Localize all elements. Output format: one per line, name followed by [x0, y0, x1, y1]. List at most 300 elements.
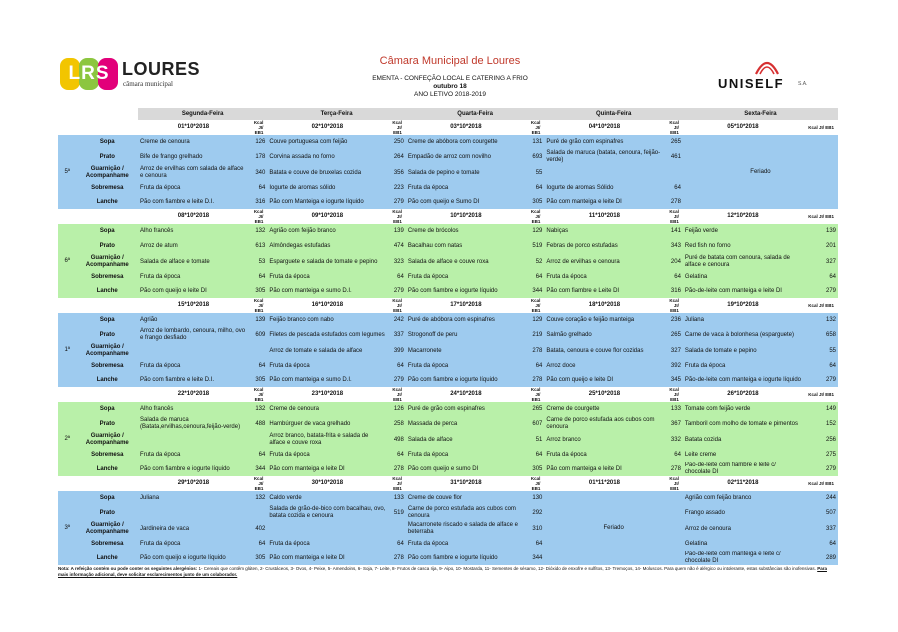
- holiday-cell: Feriado: [544, 491, 683, 565]
- meal-item: Arroz de tomate e salada de alface: [267, 343, 387, 359]
- meal-item: Arroz de ervilhas com salada de alface e cenoura: [138, 165, 249, 181]
- meal-row: [58, 359, 838, 373]
- meal-item: Frango assado: [683, 505, 803, 521]
- meal-row: [58, 491, 838, 505]
- meal-item: Fruta da época: [138, 448, 249, 462]
- meal-item: Pão com fiambre e Leite DI: [544, 284, 664, 298]
- meal-item: Pão-de-leite com manteiga e iogurte líquido: [683, 373, 803, 387]
- meal-kcal: 507: [803, 505, 838, 521]
- meal-kcal: 64: [249, 448, 267, 462]
- meal-kcal: 64: [664, 270, 682, 284]
- kcal-header: Kcal JI/ EB1: [253, 387, 264, 402]
- day-date: 24*10*2018: [450, 391, 482, 397]
- meal-kcal: 519: [526, 238, 544, 254]
- meal-kcal: 488: [249, 416, 267, 432]
- meal-label: Guarnição / Acompanhame: [76, 432, 138, 448]
- meal-item: Juliana: [683, 313, 803, 327]
- kcal-header: Kcal JI/ EB1: [392, 387, 402, 402]
- meal-item: Fruta da época: [267, 448, 387, 462]
- meal-kcal: 129: [526, 224, 544, 238]
- week-number: 2ª: [58, 402, 76, 476]
- day-date: 10*10*2018: [450, 213, 482, 219]
- meal-kcal: 64: [249, 537, 267, 551]
- meal-item: Pão com manteiga e sumo D.I.: [267, 284, 387, 298]
- meal-item: Pão com manteiga e leite DI: [544, 462, 664, 476]
- day-date: 16*10*2018: [311, 302, 344, 308]
- meal-item: Salada de alface: [406, 432, 526, 448]
- meal-kcal: 133: [664, 402, 682, 416]
- day-header: Segunda-Feira: [138, 108, 267, 120]
- meal-item: Fruta da época: [406, 448, 526, 462]
- meal-item: Arroz doce: [544, 359, 664, 373]
- meal-item: Batata, cenoura e couve flor cozidas: [544, 343, 664, 359]
- meal-item: Creme de cenoura: [267, 402, 387, 416]
- meal-item: Pão-de-leite com manteiga e leite DI: [683, 284, 803, 298]
- meal-row: [58, 462, 838, 476]
- org-title: Câmara Municipal de Loures: [379, 55, 521, 67]
- meal-item: Couve portuguesa com feijão: [267, 135, 387, 149]
- meal-kcal: 498: [387, 432, 405, 448]
- uniself-sa: S.A.: [798, 81, 808, 87]
- meal-item: [138, 343, 249, 359]
- week-date-row: [58, 476, 838, 491]
- meal-kcal: 51: [526, 432, 544, 448]
- meal-item: Arroz de lombardo, cenoura, milho, ovo e frango desfiado: [138, 327, 249, 343]
- day-header: Quinta-Feira: [544, 108, 683, 120]
- date-spacer: [58, 476, 138, 491]
- meal-item: Creme de cenoura: [138, 135, 249, 149]
- meal-kcal: [387, 521, 405, 537]
- meal-item: Creme de courgette: [544, 402, 664, 416]
- meal-kcal: 278: [387, 551, 405, 565]
- meal-kcal: 139: [387, 224, 405, 238]
- meal-item: Fruta da época: [406, 537, 526, 551]
- meal-item: Salada de grão-de-bico com bacalhau, ovo, batata cozida e cenoura: [269, 506, 386, 519]
- meal-item: Salmão grelhado: [544, 327, 664, 343]
- meal-item: Arroz branco: [544, 432, 664, 448]
- kcal-header: Kcal JI/ EB1: [808, 481, 834, 486]
- meal-item: Jardineira de vaca: [138, 521, 249, 537]
- meal-kcal: 289: [803, 551, 838, 565]
- meal-kcal: 278: [664, 462, 682, 476]
- meal-item: Puré de batata com cenoura, salada de alface e cenoura: [683, 254, 803, 270]
- meal-row: [58, 521, 838, 537]
- day-header: Sexta-Feira: [683, 108, 838, 120]
- meal-item: Puré de grão com espinafres: [544, 135, 664, 149]
- kcal-header: Kcal JI/ EB1: [392, 120, 402, 135]
- day-date: 04*10*2018: [588, 124, 621, 130]
- kcal-header: Kcal JI/ EB1: [808, 125, 834, 130]
- meal-item: Arroz de atum: [138, 238, 249, 254]
- kcal-header: Kcal JI/ EB1: [392, 476, 402, 491]
- week-number: 1ª: [58, 313, 76, 387]
- meal-item: Fruta da época: [138, 537, 249, 551]
- kcal-header: Kcal JI/ EB1: [808, 214, 834, 219]
- day-date: 02*11*2018: [727, 480, 759, 486]
- meal-kcal: 219: [526, 327, 544, 343]
- day-date: 22*10*2018: [177, 391, 210, 397]
- meal-item: Esparguete e salada de tomate e pepino: [267, 254, 387, 270]
- meal-label: Lanche: [76, 462, 138, 476]
- meal-kcal: 64: [803, 537, 838, 551]
- menu-month: outubro 18: [433, 83, 467, 90]
- meal-kcal: 327: [664, 343, 682, 359]
- meal-kcal: [249, 432, 267, 448]
- meal-item: Pão com manteiga e sumo D.I.: [267, 373, 387, 387]
- meal-kcal: 139: [803, 224, 838, 238]
- day-date: 15*10*2018: [177, 302, 210, 308]
- meal-item: Batata cozida: [683, 432, 803, 448]
- meal-kcal: 392: [664, 359, 682, 373]
- meal-item: [544, 165, 664, 181]
- week-date-row: [58, 120, 838, 135]
- meal-label: Sobremesa: [76, 181, 138, 195]
- meal-kcal: 323: [387, 254, 405, 270]
- meal-kcal: 316: [664, 284, 682, 298]
- meal-kcal: 141: [664, 224, 682, 238]
- meal-kcal: 305: [526, 462, 544, 476]
- kcal-header: Kcal JI/ EB1: [669, 476, 679, 491]
- meal-kcal: 178: [249, 149, 267, 165]
- meal-row: [58, 327, 838, 343]
- meal-kcal: 131: [526, 135, 544, 149]
- meal-kcal: 278: [664, 195, 682, 209]
- holiday-cell: Feriado: [683, 135, 838, 209]
- header-spacer: [58, 108, 138, 120]
- kcal-header: Kcal JI/ EB1: [808, 303, 834, 308]
- meal-kcal: 64: [249, 270, 267, 284]
- meal-kcal: 279: [803, 284, 838, 298]
- meal-item: Pão-de-leite com fiambre e leite c/ chocolate DI: [683, 462, 803, 476]
- day-date: 25*10*2018: [588, 391, 621, 397]
- meal-kcal: 344: [526, 551, 544, 565]
- meal-kcal: 402: [249, 521, 267, 537]
- meal-item: [138, 432, 249, 448]
- meal-label: Prato: [76, 149, 138, 165]
- meal-item: Feijão verde: [683, 224, 803, 238]
- day-date: 12*10*2018: [727, 213, 759, 219]
- meal-kcal: 244: [803, 491, 838, 505]
- meal-kcal: 55: [526, 165, 544, 181]
- day-date: 18*10*2018: [588, 302, 621, 308]
- meal-item: Gelatina: [683, 270, 803, 284]
- meal-item: Pão-de-leite com manteiga e leite c/ chocolate DI: [683, 551, 803, 565]
- meal-row: [58, 135, 838, 149]
- meal-item: Corvina assada no forno: [267, 149, 387, 165]
- meal-label: Guarnição / Acompanhame: [76, 521, 138, 537]
- meal-kcal: 201: [803, 238, 838, 254]
- meal-row: [58, 313, 838, 327]
- kcal-header: Kcal JI/ EB1: [253, 120, 264, 135]
- meal-item: Arroz branco, batata-frita e salada de alface e couve roxa: [267, 432, 387, 448]
- meal-kcal: 305: [526, 195, 544, 209]
- day-date: 05*10*2018: [727, 124, 759, 130]
- loures-name: LOURES: [122, 59, 201, 79]
- meal-kcal: 149: [803, 402, 838, 416]
- meal-item: Creme de couve flor: [406, 491, 526, 505]
- note-body: 1- Cereais que contêm glúten, 2- Crustáceos, 3- Ovos, 4- Peixe, 5- Amendoins, 6- Soja, 7- Leite, 8- Frutos de casca rija, 9- Aipo, 10- Mostarda, 11- Sementes de sésamo, 12- Dióxido de enxofre e sulfitos, 13- Tremoços, 14- Moluscos. Para quem não é alérgico ou intolerante, estas substâncias são inofensivas.: [197, 566, 816, 571]
- meal-kcal: 337: [803, 521, 838, 537]
- meal-item: Salada de maruca (Batata,ervilhas,cenoura,feijão-verde): [138, 416, 249, 432]
- meal-item: Carne de porco estufada aos cubos com cenoura: [406, 505, 526, 521]
- meal-item: Creme de abóbora com courgette: [406, 135, 526, 149]
- day-date: 31*10*2018: [450, 480, 482, 486]
- meal-item: Arroz de cenoura: [683, 521, 803, 537]
- week-number: 6ª: [58, 224, 76, 298]
- meal-kcal: 64: [526, 270, 544, 284]
- meal-kcal: 129: [526, 313, 544, 327]
- meal-item: Pão com queijo e leite DI: [544, 373, 664, 387]
- meal-row: [58, 402, 838, 416]
- meal-item: Pão com queijo e Sumo DI: [406, 195, 526, 209]
- meal-item: Leite creme: [683, 448, 803, 462]
- day-date: 02*10*2018: [311, 124, 344, 130]
- meal-kcal: 340: [249, 165, 267, 181]
- meal-label: Lanche: [76, 551, 138, 565]
- meal-kcal: 519: [387, 505, 405, 521]
- loures-sub: câmara municipal: [123, 80, 173, 88]
- meal-item: Pão com manteiga e leite DI: [544, 195, 664, 209]
- meal-label: Sobremesa: [76, 270, 138, 284]
- meal-item: [138, 505, 249, 521]
- meal-kcal: 305: [249, 373, 267, 387]
- meal-item: Salada de maruca (batata, cenoura, feijão-verde): [544, 149, 664, 165]
- meal-kcal: 278: [526, 343, 544, 359]
- date-spacer: [58, 120, 138, 135]
- meal-item: Iogurte de aromas Sólido: [544, 181, 664, 195]
- meal-item: Fruta da época: [138, 359, 249, 373]
- meal-label: Sopa: [76, 313, 138, 327]
- kcal-header: Kcal JI/ EB1: [669, 120, 679, 135]
- meal-label: Prato: [76, 327, 138, 343]
- day-date: 23*10*2018: [311, 391, 344, 397]
- meal-item: Pão com manteiga e leite DI: [267, 551, 387, 565]
- meal-item: Almôndegas estufadas: [267, 238, 387, 254]
- week-date-row: [58, 209, 838, 224]
- meal-kcal: 278: [526, 373, 544, 387]
- meal-item: Fruta da época: [267, 270, 387, 284]
- meal-item: Batata e couve de bruxelas cozida: [267, 165, 387, 181]
- date-spacer: [58, 209, 138, 224]
- allergen-note: [58, 566, 838, 578]
- meal-kcal: [664, 165, 682, 181]
- date-spacer: [58, 298, 138, 313]
- meal-label: Lanche: [76, 284, 138, 298]
- meal-kcal: 461: [664, 149, 682, 165]
- meal-kcal: 64: [387, 537, 405, 551]
- meal-item: Carne de porco estufada aos cubos com cenoura: [544, 416, 664, 432]
- meal-kcal: 64: [249, 359, 267, 373]
- meal-row: [58, 416, 838, 432]
- meal-kcal: 64: [387, 270, 405, 284]
- meal-item: Nabiças: [544, 224, 664, 238]
- kcal-header: Kcal JI/ EB1: [253, 298, 264, 313]
- uniself-mark-icon: [754, 56, 780, 76]
- meal-item: Fruta da época: [544, 448, 664, 462]
- kcal-header: Kcal JI/ EB1: [392, 298, 402, 313]
- uniself-name: UNISELF: [718, 76, 785, 91]
- meal-row: [58, 432, 838, 448]
- meal-item: Fruta da época: [138, 270, 249, 284]
- meal-item: Massada de perca: [406, 416, 526, 432]
- meal-item: Bacalhau com natas: [406, 238, 526, 254]
- meal-kcal: 152: [803, 416, 838, 432]
- meal-item: Gelatina: [683, 537, 803, 551]
- date-spacer: [58, 387, 138, 402]
- uniself-logo: [718, 56, 818, 92]
- meal-kcal: 305: [249, 551, 267, 565]
- meal-item: Fruta da época: [544, 270, 664, 284]
- meal-item: [267, 521, 387, 537]
- meal-label: Guarnição / Acompanhame: [76, 254, 138, 270]
- meal-item: Fruta da época: [683, 359, 803, 373]
- meal-kcal: 367: [664, 416, 682, 432]
- meal-kcal: 64: [526, 181, 544, 195]
- meal-row: [58, 284, 838, 298]
- meal-row: [58, 224, 838, 238]
- meal-item: Arroz de ervilhas e cenoura: [544, 254, 664, 270]
- school-year: ANO LETIVO 2018-2019: [414, 91, 486, 98]
- kcal-header: Kcal JI/ EB1: [253, 209, 264, 224]
- meal-kcal: 64: [526, 537, 544, 551]
- meal-item: Pão com fiambre e leite D.I.: [138, 373, 249, 387]
- meal-item: Pão com queijo e iogurte líquido: [138, 551, 249, 565]
- meal-item: Feijão branco com nabo: [267, 313, 387, 327]
- meal-kcal: 265: [664, 135, 682, 149]
- day-date: 17*10*2018: [450, 302, 482, 308]
- meal-item: Salada de tomate e pepino: [683, 343, 803, 359]
- meal-item: Filetes de pescada estufados com legumes: [267, 327, 387, 343]
- meal-kcal: 64: [526, 359, 544, 373]
- meal-kcal: 327: [803, 254, 838, 270]
- meal-kcal: 64: [664, 181, 682, 195]
- meal-kcal: 64: [387, 359, 405, 373]
- meal-kcal: 132: [803, 313, 838, 327]
- meal-kcal: 132: [249, 402, 267, 416]
- day-date: 03*10*2018: [450, 124, 482, 130]
- note-lead: Nota: A refeição contém ou pode conter os seguintes alergénios:: [58, 566, 198, 571]
- meal-kcal: 64: [387, 448, 405, 462]
- meal-item: Alho francês: [138, 224, 249, 238]
- meal-kcal: 658: [803, 327, 838, 343]
- meal-kcal: 265: [526, 402, 544, 416]
- meal-kcal: 344: [249, 462, 267, 476]
- day-header-row: [58, 108, 838, 120]
- meal-item: Pão com queijo e leite DI: [138, 284, 249, 298]
- meal-kcal: 279: [387, 284, 405, 298]
- day-date: 01*10*2018: [177, 124, 210, 130]
- kcal-header: Kcal JI/ EB1: [669, 387, 679, 402]
- meal-kcal: 310: [526, 521, 544, 537]
- meal-kcal: 256: [803, 432, 838, 448]
- meal-label: Guarnição / Acompanhame: [76, 343, 138, 359]
- meal-item: Salada de pepino e tomate: [406, 165, 526, 181]
- menu-type: EMENTA - CONFEÇÃO LOCAL E CATERING A FRIO: [372, 75, 528, 82]
- meal-item: Agrião: [138, 313, 249, 327]
- day-date: 09*10*2018: [311, 213, 344, 219]
- meal-item: Fruta da época: [267, 537, 387, 551]
- meal-kcal: 337: [387, 327, 405, 343]
- meal-kcal: [249, 505, 267, 521]
- meal-kcal: 64: [803, 270, 838, 284]
- meal-item: Pão com fiambre e iogurte líquido: [406, 551, 526, 565]
- meal-item: Carne de vaca à bolonhesa (esparguete): [683, 327, 803, 343]
- week-number: 5ª: [58, 135, 76, 209]
- meal-item: Macarronete: [406, 343, 526, 359]
- meal-kcal: 474: [387, 238, 405, 254]
- meal-kcal: 139: [249, 313, 267, 327]
- meal-kcal: 55: [803, 343, 838, 359]
- meal-kcal: 64: [249, 181, 267, 195]
- meal-row: [58, 537, 838, 551]
- meal-item: Strogonoff de peru: [406, 327, 526, 343]
- meal-item: Hambúrguer de vaca grelhado: [267, 416, 387, 432]
- day-date: 08*10*2018: [177, 213, 210, 219]
- meal-kcal: 345: [664, 373, 682, 387]
- meal-kcal: 204: [664, 254, 682, 270]
- kcal-header: Kcal JI/ EB1: [669, 298, 679, 313]
- meal-kcal: 316: [249, 195, 267, 209]
- kcal-header: Kcal JI/ EB1: [808, 392, 834, 397]
- day-date: 11*10*2018: [588, 213, 620, 219]
- meal-item: Agrião com feijão branco: [267, 224, 387, 238]
- meal-kcal: 607: [526, 416, 544, 432]
- meal-row: [58, 448, 838, 462]
- meal-kcal: 278: [387, 462, 405, 476]
- meal-item: Alho francês: [138, 402, 249, 416]
- kcal-header: Kcal JI/ EB1: [392, 209, 402, 224]
- meal-kcal: 279: [387, 195, 405, 209]
- menu-table: [58, 108, 838, 565]
- meal-item: Pão com fiambre e leite D.I.: [138, 195, 249, 209]
- kcal-header: Kcal JI/ EB1: [530, 476, 541, 491]
- meal-kcal: 279: [803, 373, 838, 387]
- meal-kcal: 279: [387, 373, 405, 387]
- kcal-header: Kcal JI/ EB1: [530, 298, 541, 313]
- meal-kcal: 305: [249, 284, 267, 298]
- day-header: Quarta-Feira: [406, 108, 545, 120]
- meal-kcal: 64: [803, 359, 838, 373]
- meal-label: Sopa: [76, 224, 138, 238]
- meal-row: [58, 373, 838, 387]
- meal-item: Fruta da época: [138, 181, 249, 195]
- day-date: 30*10*2018: [311, 480, 344, 486]
- meal-item: Creme de brócolos: [406, 224, 526, 238]
- meal-kcal: 693: [526, 149, 544, 165]
- meal-item: Fruta da época: [267, 359, 387, 373]
- meal-kcal: 292: [526, 505, 544, 521]
- kcal-header: Kcal JI/ EB1: [530, 209, 541, 224]
- kcal-header: Kcal JI/ EB1: [669, 209, 679, 224]
- meal-item: Pão com fiambre e iogurte líquido: [138, 462, 249, 476]
- meal-kcal: 52: [526, 254, 544, 270]
- meal-row: [58, 551, 838, 565]
- meal-item: Fruta da época: [406, 270, 526, 284]
- meal-label: Prato: [76, 416, 138, 432]
- meal-item: Caldo verde: [267, 491, 387, 505]
- meal-label: Prato: [76, 238, 138, 254]
- day-date: 01*11*2018: [588, 480, 620, 486]
- meal-item: Empadão de arroz com novilho: [406, 149, 526, 165]
- loures-logo: [60, 55, 201, 95]
- meal-kcal: 344: [526, 284, 544, 298]
- meal-kcal: 133: [387, 491, 405, 505]
- meal-label: Sopa: [76, 135, 138, 149]
- meal-kcal: 64: [664, 448, 682, 462]
- meal-kcal: 399: [387, 343, 405, 359]
- meal-kcal: 126: [249, 135, 267, 149]
- week-date-row: [58, 387, 838, 402]
